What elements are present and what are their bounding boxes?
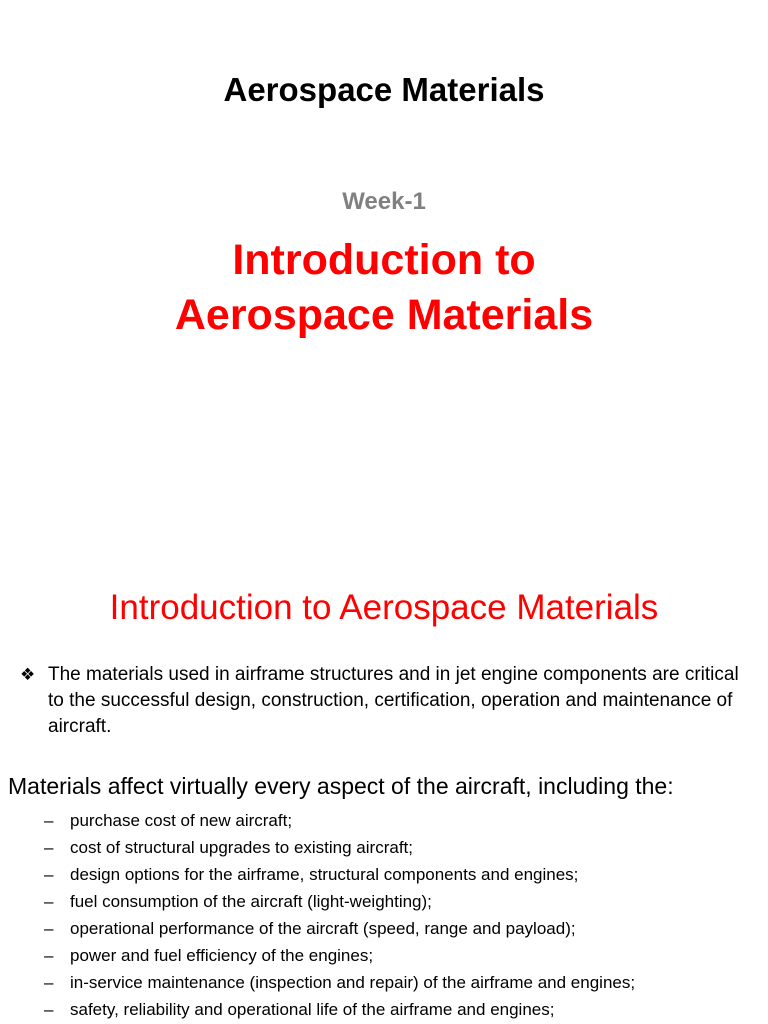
list-item-text: safety, reliability and operational life of the airframe and engines; bbox=[70, 1000, 555, 1019]
dash-marker: – bbox=[44, 811, 54, 830]
slide-heading: Introduction to Aerospace Materials bbox=[109, 588, 659, 627]
lecture-title-line-1: Introduction to bbox=[232, 236, 536, 284]
main-bullet bbox=[20, 662, 740, 740]
main-bullet-text: The materials used in airframe structures and in jet engine components are critical to the successful design, construction, certification, operation and maintenance of aircraft. bbox=[48, 664, 739, 737]
dash-marker: – bbox=[44, 892, 54, 911]
list-item bbox=[44, 969, 744, 996]
list-item-text: fuel consumption of the aircraft (light-weighting); bbox=[70, 892, 432, 911]
list-item bbox=[44, 942, 744, 969]
list-item-text: purchase cost of new aircraft; bbox=[70, 811, 293, 830]
list-item-text: cost of structural upgrades to existing aircraft; bbox=[70, 838, 413, 857]
lecture-title-line-2: Aerospace Materials bbox=[174, 291, 594, 339]
dash-marker: – bbox=[44, 1000, 54, 1019]
content-slide bbox=[0, 560, 768, 1024]
list-item bbox=[44, 915, 744, 942]
week-label: Week-1 bbox=[342, 188, 426, 215]
list-item bbox=[44, 861, 744, 888]
dash-marker: – bbox=[44, 973, 54, 992]
dash-marker: – bbox=[44, 919, 54, 938]
list-item bbox=[44, 996, 744, 1023]
aspect-list bbox=[44, 807, 744, 1023]
list-item-text: design options for the airframe, structural components and engines; bbox=[70, 865, 579, 884]
list-item bbox=[44, 834, 744, 861]
list-item bbox=[44, 807, 744, 834]
list-item bbox=[44, 888, 744, 915]
list-item-text: power and fuel efficiency of the engines; bbox=[70, 946, 374, 965]
list-item-text: in-service maintenance (inspection and repair) of the airframe and engines; bbox=[70, 973, 636, 992]
course-title: Aerospace Materials bbox=[223, 71, 545, 108]
dash-marker: – bbox=[44, 838, 54, 857]
lecture-title bbox=[0, 233, 768, 343]
dash-marker: – bbox=[44, 946, 54, 965]
intro-line: Materials affect virtually every aspect of the aircraft, including the: bbox=[8, 773, 674, 799]
dash-marker: – bbox=[44, 865, 54, 884]
diamond-bullet-icon: ❖ bbox=[20, 665, 36, 684]
list-item-text: operational performance of the aircraft (speed, range and payload); bbox=[70, 919, 576, 938]
